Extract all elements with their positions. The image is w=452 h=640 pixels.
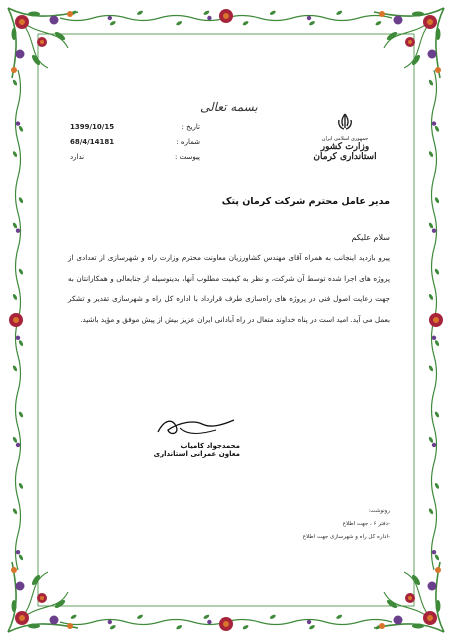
handwritten-signature bbox=[150, 412, 240, 438]
cc-label: رونوشت: bbox=[368, 508, 390, 514]
border-leaf bbox=[176, 20, 183, 26]
border-flower-center bbox=[13, 317, 19, 323]
border-leaf bbox=[336, 10, 343, 16]
cc-block bbox=[303, 505, 390, 544]
border-leaf bbox=[12, 365, 18, 372]
border-leaf bbox=[428, 436, 434, 443]
border-bud bbox=[16, 336, 20, 340]
border-leaf bbox=[434, 197, 440, 204]
border-bud bbox=[108, 620, 112, 624]
border-leaf bbox=[336, 614, 343, 620]
corner-ornament bbox=[374, 8, 444, 78]
border-leaf bbox=[308, 624, 315, 630]
border-leaf bbox=[136, 614, 143, 620]
border-leaf bbox=[12, 508, 18, 515]
border-leaf bbox=[18, 554, 24, 561]
corner-ornament bbox=[8, 8, 78, 78]
governorate-label: استانداری کرمان bbox=[313, 152, 377, 162]
signature-block bbox=[150, 412, 240, 458]
border-leaf bbox=[18, 125, 24, 132]
corner-ornament bbox=[374, 562, 444, 632]
letterhead bbox=[300, 112, 390, 162]
border-leaf bbox=[12, 293, 18, 300]
border-leaf bbox=[18, 268, 24, 275]
border-leaf bbox=[70, 614, 77, 620]
date-row bbox=[70, 120, 200, 135]
border-leaf bbox=[428, 151, 434, 158]
border-leaf bbox=[434, 125, 440, 132]
border-leaf bbox=[308, 20, 315, 26]
date-label: تاریخ : bbox=[181, 123, 200, 131]
border-leaf bbox=[242, 624, 249, 630]
border-leaf bbox=[434, 554, 440, 561]
border-leaf bbox=[176, 624, 183, 630]
border-bud bbox=[207, 620, 211, 624]
border-leaf bbox=[428, 365, 434, 372]
letter-metadata bbox=[70, 120, 200, 165]
border-bud bbox=[432, 229, 436, 233]
border-leaf bbox=[109, 20, 116, 26]
border-leaf bbox=[269, 614, 276, 620]
border-leaf bbox=[434, 482, 440, 489]
border-leaf bbox=[428, 222, 434, 229]
border-bud bbox=[432, 121, 436, 125]
border-bud bbox=[16, 443, 20, 447]
border-bud bbox=[16, 550, 20, 554]
number-row bbox=[70, 135, 200, 150]
cc-item: -اداره کل راه و شهرسازی جهت اطلاع bbox=[302, 534, 390, 540]
border-leaf bbox=[375, 20, 382, 26]
attachment-row bbox=[70, 150, 200, 165]
border-leaf bbox=[12, 222, 18, 229]
corner-ornament bbox=[8, 562, 78, 632]
attachment-value: ندارد bbox=[70, 153, 85, 161]
border-leaf bbox=[136, 10, 143, 16]
border-bud bbox=[432, 443, 436, 447]
border-bud bbox=[307, 16, 311, 20]
border-leaf bbox=[434, 411, 440, 418]
border-leaf bbox=[18, 411, 24, 418]
border-leaf bbox=[269, 10, 276, 16]
border-flower-center bbox=[223, 13, 229, 19]
greeting: سلام علیکم bbox=[351, 233, 390, 242]
signer-title: معاون عمرانی استانداری bbox=[153, 450, 240, 458]
border-bud bbox=[16, 121, 20, 125]
border-bud bbox=[432, 550, 436, 554]
letter-body: پیرو بازدید اینجانب به همراه آقای مهندس کشاورزیان معاونت محترم وزارت راه و شهرسازی از تعدادی از پروژه های اجرا شده توسط آن شرکت، و نظر به کیفیت مطلوب آنها، بدینوسیله از جنابعالی و همکارانتان به جهت رعایت اصول فنی در پروژه های راه‌سازی طرف قرارداد با اداره کل راه و شهرسازی تقدیر و تشکر بعمل می آید. امید است در پناه خداوند متعال در راه آبادانی ایران عزیز بیش از پیش موفق و مؤید باشید. bbox=[68, 253, 390, 324]
border-leaf bbox=[12, 151, 18, 158]
border-leaf bbox=[203, 10, 210, 16]
number-label: شماره : bbox=[176, 138, 200, 146]
ministry-label: وزارت کشور bbox=[320, 142, 370, 152]
signer-name: محمدجواد کامیاب bbox=[180, 442, 240, 450]
border-leaf bbox=[203, 614, 210, 620]
border-flower-center bbox=[433, 317, 439, 323]
border-leaf bbox=[242, 20, 249, 26]
border-leaf bbox=[18, 482, 24, 489]
border-bud bbox=[16, 229, 20, 233]
border-leaf bbox=[18, 197, 24, 204]
border-leaf bbox=[18, 339, 24, 346]
border-leaf bbox=[12, 79, 18, 86]
besmellah-heading: بسمه تعالی bbox=[200, 100, 258, 114]
border-leaf bbox=[12, 436, 18, 443]
border-bud bbox=[432, 336, 436, 340]
border-bud bbox=[307, 620, 311, 624]
border-leaf bbox=[434, 268, 440, 275]
border-bud bbox=[207, 16, 211, 20]
border-leaf bbox=[428, 508, 434, 515]
attachment-label: پیوست : bbox=[175, 153, 200, 161]
number-value: 68/4/14181 bbox=[70, 138, 115, 146]
republic-label: جمهوری اسلامی ایران bbox=[321, 136, 369, 142]
border-leaf bbox=[428, 293, 434, 300]
border-leaf bbox=[428, 79, 434, 86]
addressee: مدیر عامل محترم شرکت کرمان پتک bbox=[221, 196, 390, 207]
date-value: 1399/10/15 bbox=[70, 123, 115, 131]
border-flower-center bbox=[223, 621, 229, 627]
border-leaf bbox=[109, 624, 116, 630]
border-leaf bbox=[434, 339, 440, 346]
emblem-icon bbox=[334, 112, 356, 132]
cc-item: -دفتر ۶ ، جهت اطلاع bbox=[342, 521, 390, 527]
border-bud bbox=[108, 16, 112, 20]
